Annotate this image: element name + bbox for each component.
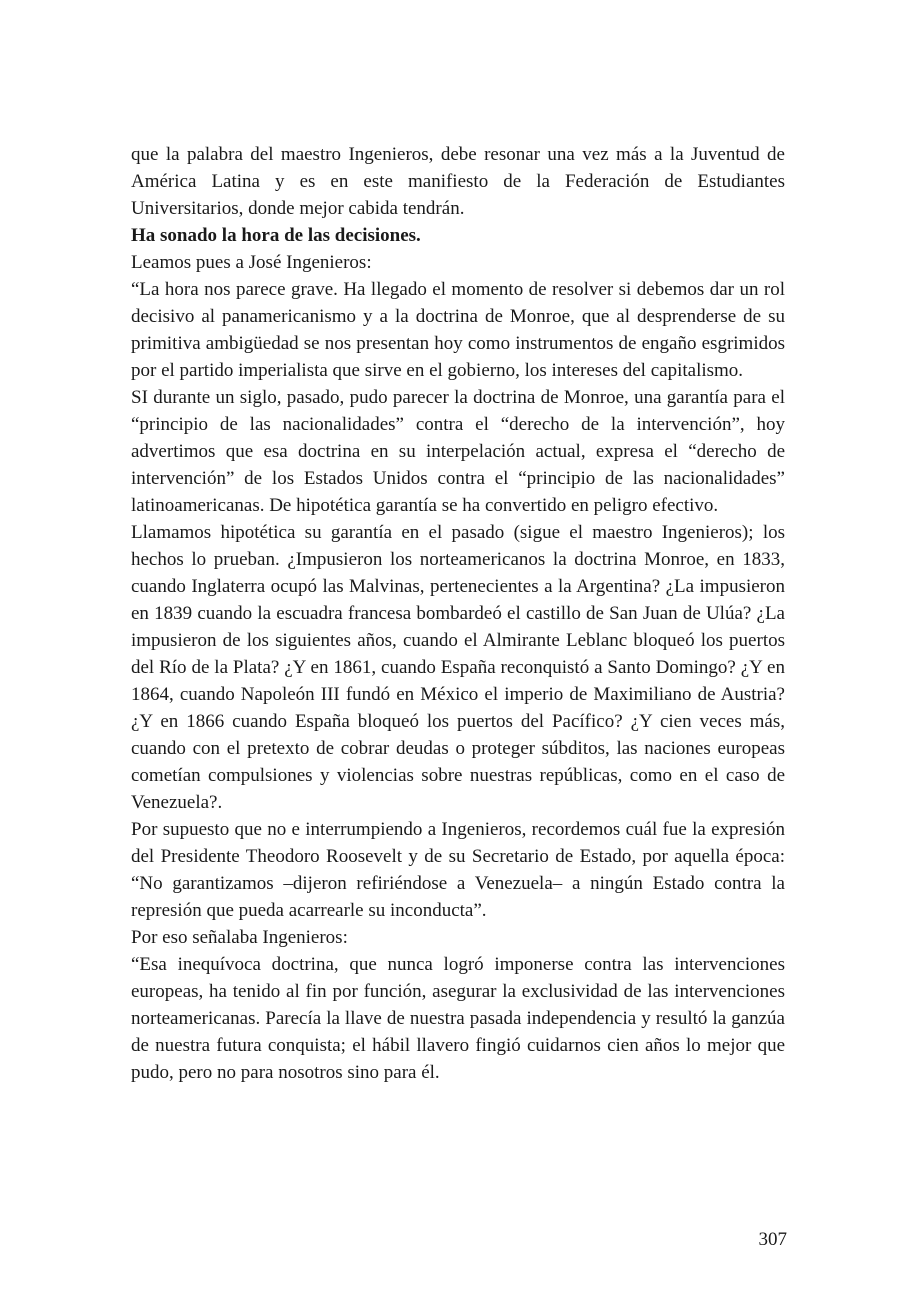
paragraph: Por eso señalaba Ingenieros: bbox=[131, 927, 348, 948]
page-number: 307 bbox=[758, 1229, 787, 1250]
paragraph: SI durante un siglo, pasado, pudo parecer la doctrina de Monroe, una garantía para el “principio de las nacionalidades” contra el “derecho de la intervención”, hoy advertimos que esa doctrina en su interpelación actual, expresa el “derecho de intervención” de los Estados Unidos contra el “principio de las nacionalidades” latinoamericanas. De hipotética garantía se ha convertido en peligro efectivo. bbox=[131, 387, 785, 516]
paragraph: Leamos pues a José Ingenieros: bbox=[131, 252, 372, 273]
paragraph: Llamamos hipotética su garantía en el pasado (sigue el maestro Ingenieros); los hechos lo prueban. ¿Impusieron los norteamericanos la doctrina Monroe, en 1833, cuando Inglaterra ocupó las Malvinas, pertenecientes a la Argentina? ¿La impusieron en 1839 cuando la escuadra francesa bombardeó el castillo de San Juan de Ulúa? ¿La impusieron de los siguientes años, cuando el Almirante Leblanc bloqueó los puertos del Río de la Plata? ¿Y en 1861, cuando España reconquistó a Santo Domingo? ¿Y en 1864, cuando Napoleón III fundó en México el imperio de Maximiliano de Austria? ¿Y en 1866 cuando España bloqueó los puertos del Pacífico? ¿Y cien veces más, cuando con el pretexto de cobrar deudas o proteger súbditos, las naciones europeas cometían compulsiones y violencias sobre nuestras repúblicas, como en el caso de Venezuela?. bbox=[131, 522, 785, 813]
quote-paragraph: “Esa inequívoca doctrina, que nunca logró imponerse contra las intervenciones europeas, ha tenido al fin por función, asegurar la exclusividad de las intervenciones norteamericanas. Parecía la llave de nuestra pasada independencia y resultó la ganzúa de nuestra futura conquista; el hábil llavero fingió cuidarnos cien años lo mejor que pudo, pero no para nosotros sino para él. bbox=[131, 954, 785, 1083]
quote-paragraph: “La hora nos parece grave. Ha llegado el momento de resolver si debemos dar un rol decisivo al panamericanismo y a la doctrina de Monroe, que al desprenderse de su primitiva ambigüedad se nos presentan hoy como instrumentos de engaño esgrimidos por el partido imperialista que sirve en el gobierno, los intereses del capitalismo. bbox=[131, 279, 785, 381]
body-text bbox=[131, 141, 785, 1086]
section-heading: Ha sonado la hora de las decisiones. bbox=[131, 225, 421, 246]
paragraph: que la palabra del maestro Ingenieros, debe resonar una vez más a la Juventud de América Latina y es en este manifiesto de la Federación de Estudiantes Universitarios, donde mejor cabida tendrán. bbox=[131, 144, 785, 219]
paragraph: Por supuesto que no e interrumpiendo a Ingenieros, recordemos cuál fue la expresión del Presidente Theodoro Roosevelt y de su Secretario de Estado, por aquella época: “No garantizamos –dijeron refiriéndose a Venezuela– a ningún Estado contra la represión que pueda acarrearle su inconducta”. bbox=[131, 819, 785, 921]
